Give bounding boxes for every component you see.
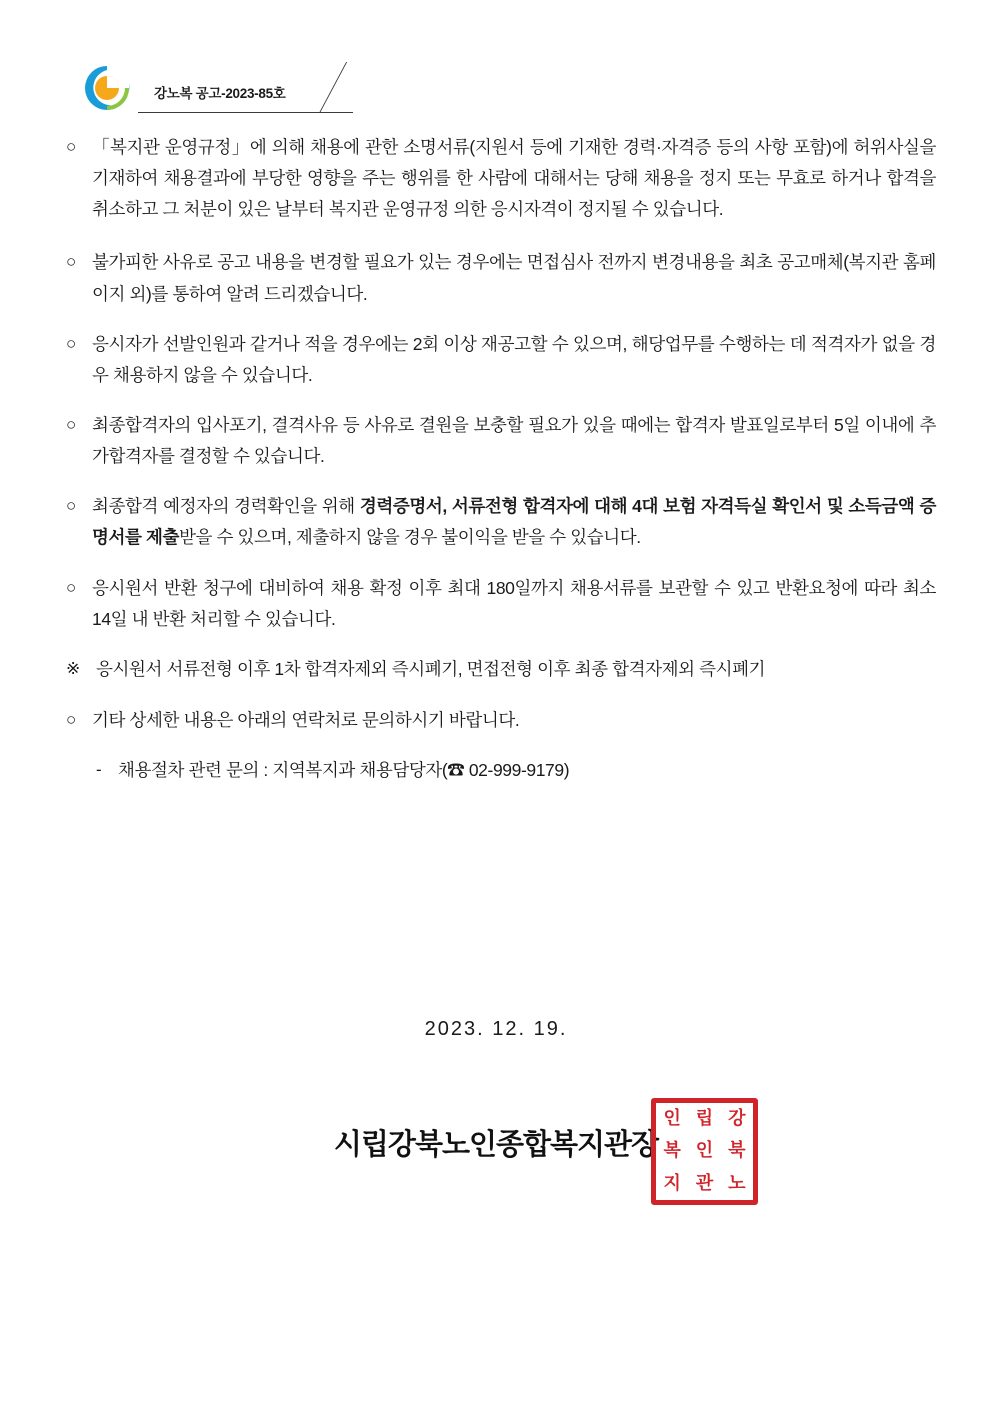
signature-name: 시립강북노인종합복지관장 — [333, 1129, 659, 1161]
list-item — [66, 247, 936, 309]
list-item-text: 불가피한 사유로 공고 내용을 변경할 필요가 있는 경우에는 면접심사 전까지 변경내용을 최초 공고매체(복지관 홈페이지 외)를 통하여 알려 드리겠습니다. — [92, 252, 936, 304]
list-item — [66, 410, 936, 472]
list-marker: ○ — [66, 709, 76, 729]
official-seal-icon — [651, 1098, 758, 1205]
list-marker: ○ — [66, 333, 76, 353]
signature-block — [0, 1122, 992, 1163]
seal-char: 강 — [728, 1108, 746, 1130]
issue-date: 2023. 12. 19. — [424, 1018, 568, 1040]
list-item-text: 최종합격 예정자의 경력확인을 위해 경력증명서, 서류전형 합격자에 대해 4대 보험 자격득실 확인서 및 소득금액 증명서를 제출받을 수 있으며, 제출하지 않을 경우 불이익을 받을 수 있습니다. — [92, 496, 936, 548]
seal-char: 노 — [728, 1172, 746, 1194]
notice-number-label: 강노복 공고-2023-85호 — [154, 86, 286, 101]
list-item-text: 응시자가 선발인원과 같거나 적을 경우에는 2회 이상 재공고할 수 있으며, 해당업무를 수행하는 데 적격자가 없을 경우 채용하지 않을 수 있습니다. — [92, 333, 936, 385]
seal-char: 북 — [728, 1140, 746, 1162]
seal-char: 지 — [663, 1172, 681, 1194]
list-marker: ※ — [66, 658, 80, 678]
list-marker: ○ — [66, 496, 76, 516]
list-item-note — [66, 654, 936, 685]
list-item-text: 응시원서 서류전형 이후 1차 합격자제외 즉시폐기, 면접전형 이후 최종 합격자제외 즉시폐기 — [96, 658, 766, 679]
list-marker: ○ — [66, 137, 76, 156]
list-item — [66, 329, 936, 391]
notice-number-tag — [138, 62, 353, 113]
seal-char: 립 — [695, 1108, 714, 1130]
list-marker: - — [96, 760, 102, 780]
list-marker: ○ — [66, 577, 76, 597]
contact-text: 채용절차 관련 문의 : 지역복지과 채용담당자(☎ 02-999-9179) — [118, 760, 570, 781]
list-marker: ○ — [66, 252, 76, 272]
list-item — [66, 705, 936, 736]
list-item-text: 기타 상세한 내용은 아래의 연락처로 문의하시기 바랍니다. — [92, 709, 520, 730]
seal-char: 인 — [663, 1108, 681, 1130]
seal-char: 복 — [663, 1140, 681, 1162]
document-header — [78, 62, 353, 114]
seal-char: 관 — [695, 1172, 714, 1194]
list-item-text: 최종합격자의 입사포기, 결격사유 등 사유로 결원을 보충할 필요가 있을 때에는 합격자 발표일로부터 5일 이내에 추가합격자를 결정할 수 있습니다. — [92, 414, 936, 467]
notice-body — [66, 132, 936, 786]
list-item — [66, 573, 936, 635]
list-marker: ○ — [66, 414, 76, 434]
list-item — [66, 132, 936, 225]
list-item — [66, 491, 936, 553]
seal-char: 인 — [695, 1140, 714, 1162]
list-item-text: 응시원서 반환 청구에 대비하여 채용 확정 이후 최대 180일까지 채용서류를 보관할 수 있고 반환요청에 따라 최소 14일 내 반환 처리할 수 있습니다. — [92, 577, 936, 629]
organization-logo-icon — [78, 62, 136, 114]
list-item-text: 「복지관 운영규정」에 의해 채용에 관한 소명서류(지원서 등에 기재한 경력·자격증 등의 사항 포함)에 허위사실을 기재하여 채용결과에 부당한 영향을 주는 행위를 한 사람에 대해서는 당해 채용을 정지 또는 무효로 하거나 합격을 취소하고 그 처분이 있은 날부터 복지관 운영규정 의한 응시자격이 정지될 수 있습니다. — [92, 137, 936, 220]
contact-item — [96, 755, 936, 786]
